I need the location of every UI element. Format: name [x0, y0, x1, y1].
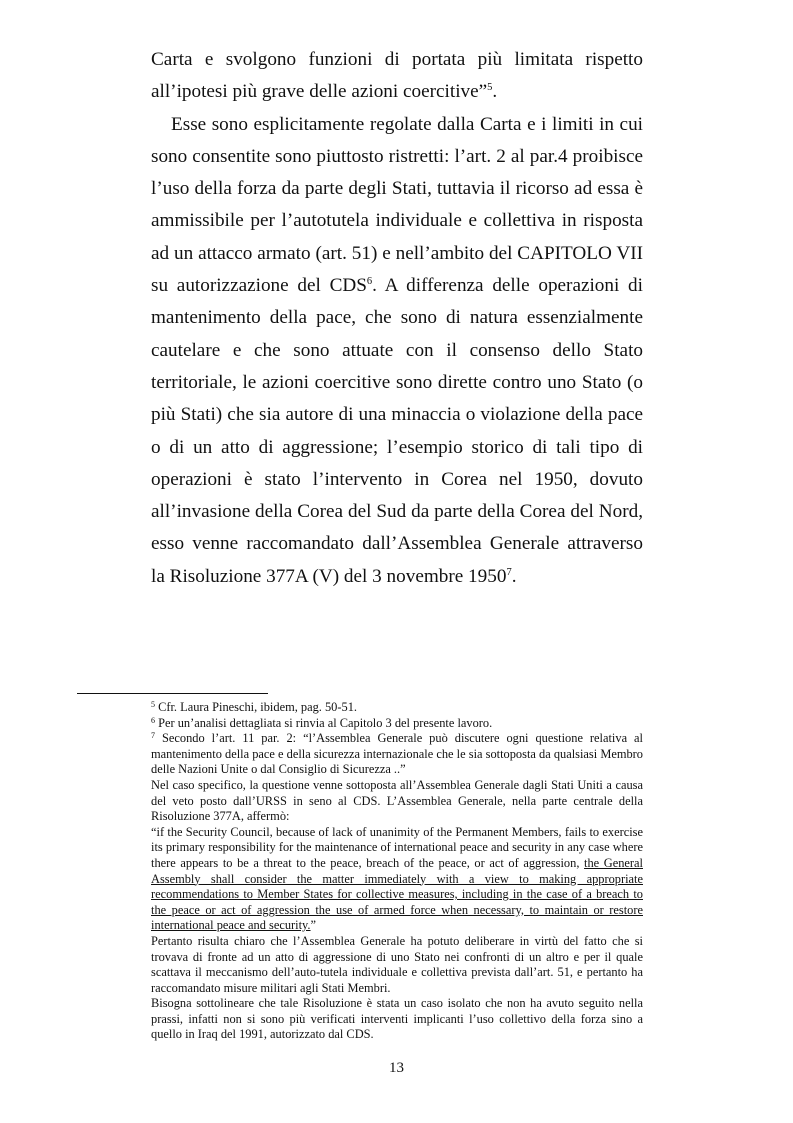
main-text — [151, 44, 643, 593]
footnote-7-quote-end: ” — [310, 918, 317, 933]
footnote-ref-6[interactable]: 6 — [366, 276, 373, 288]
paragraph-1-text: Carta e svolgono funzioni di portata più limitata rispetto all’ipotesi più grave delle azioni coercitive” — [151, 49, 643, 103]
footnote-7 — [151, 731, 643, 778]
footnote-7-text: Secondo l’art. 11 par. 2: “l’Assemblea Generale può discutere ogni questione relativa al mantenimento della pace e della sicurezza internazionale che le sia sottoposta da qualsiasi Membro delle Nazioni Unite o dal Consiglio di Sicurezza ..” — [151, 731, 643, 777]
paragraph-2 — [151, 109, 643, 593]
footnote-6-number: 6 — [151, 715, 155, 725]
paragraph-2-text-a: Esse sono esplicitamente regolate dalla Carta e i limiti in cui sono consentite sono piuttosto ristretti: l’art. 2 al par.4 proibisce l’uso della forza da parte degli Stati, tuttavia il ricorso ad essa è ammissibile per l’autotutela individuale e collettiva in risposta ad un attacco armato (art. 51) e nell’ambito del CAPITOLO VII su autorizzazione del CDS — [151, 113, 643, 297]
footnote-ref-7[interactable]: 7 — [506, 566, 512, 578]
footnotes — [151, 700, 643, 1043]
footnote-7-context: Nel caso specifico, la questione venne sottoposta all’Assemblea Generale dagli Stati Uniti a causa del veto posto dall’URSS in seno al CDS. L’Assemblea Generale, nella parte centrale della Risoluzione 377A, affermò: — [151, 777, 643, 824]
footnote-7-number: 7 — [151, 731, 155, 741]
footnote-6 — [151, 716, 643, 732]
footnote-7-quote-underlined: the General Assembly shall consider the matter immediately with a view to making appropriate recommendations to Member States for collective measures, including in the case of a breach to the peace or act of aggression the use of armed force when necessary, to maintain or restore international peace and security. — [151, 855, 643, 933]
page-number: 13 — [389, 1060, 404, 1076]
footnote-ref-5[interactable]: 5 — [487, 82, 493, 94]
footnote-5-text: Cfr. Laura Pineschi, ibidem, pag. 50-51. — [155, 700, 357, 714]
footnote-5 — [151, 700, 643, 716]
footnote-7-quote — [151, 825, 643, 934]
paragraph-2-end: . — [511, 565, 517, 587]
paragraph-1-end: . — [492, 81, 498, 103]
footnote-7-conclusion: Pertanto risulta chiaro che l’Assemblea Generale ha potuto deliberare in virtù del fatto che si trovava di fronte ad un atto di aggressione di uno Stato nei confronti di un altro e per il quale scattava il meccanismo dell’auto-tutela individuale e collettiva prevista dall’art. 51, e pertanto ha raccomandato misure militari agli Stati Membri. — [151, 933, 643, 995]
footnote-7-remark: Bisogna sottolineare che tale Risoluzione è stata un caso isolato che non ha avuto seguito nella prassi, infatti non si sono più verificati interventi implicanti l’uso collettivo della forza sino a quello in Iraq del 1991, autorizzato dal CDS. — [151, 996, 643, 1042]
footnote-7-quote-text: “if the Security Council, because of lack of unanimity of the Permanent Members, fails to exercise its primary responsibility for the maintenance of international peace and security in any case where there appears to be a threat to the peace, breach of the peace, or act of aggression, — [151, 824, 643, 870]
footnote-6-text: Per un’analisi dettagliata si rinvia al Capitolo 3 del presente lavoro. — [155, 715, 493, 730]
footnote-divider — [77, 693, 268, 694]
paragraph-1 — [151, 44, 643, 109]
paragraph-2-text-b: . A differenza delle operazioni di mantenimento della pace, che sono di natura essenzialmente cautelare e che sono attuate con il consenso dello Stato territoriale, le azioni coercitive sono dirette contro uno Stato (o più Stati) che sia autore di una minaccia o violazione della pace o di un atto di aggressione; l’esempio storico di tali tipo di operazioni è stato l’intervento in Corea nel 1950, dovuto all’invasione della Corea del Sud da parte della Corea del Nord, esso venne raccomandato dall’Assemblea Generale attraverso la Risoluzione 377A (V) del 3 novembre 1950 — [151, 275, 643, 587]
footnote-5-number: 5 — [151, 700, 155, 709]
